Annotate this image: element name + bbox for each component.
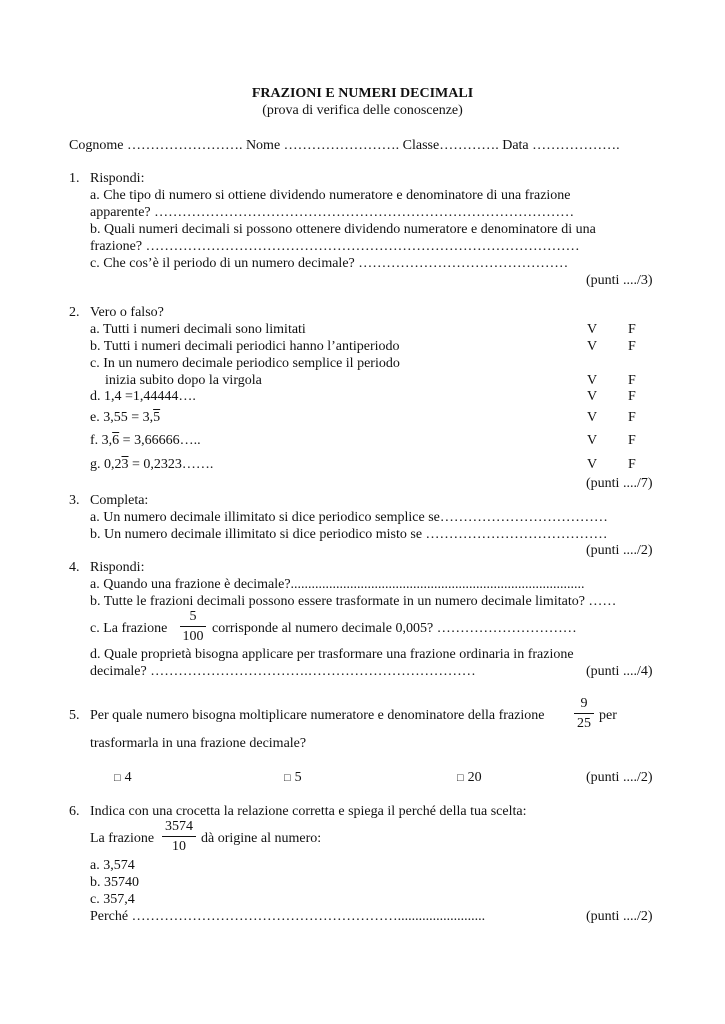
q4-number: 4.	[69, 560, 80, 575]
q2-a-v[interactable]: V	[587, 322, 598, 337]
q2-item-c1: c. In un numero decimale periodico semplice il periodo	[90, 356, 400, 371]
q5-option-label: 5	[294, 770, 302, 785]
q6-fraction-numerator: 3574	[165, 819, 193, 834]
q5-number: 5.	[69, 708, 80, 723]
q2-item-e	[90, 410, 160, 426]
page-subtitle: (prova di verifica delle conoscenze)	[262, 103, 463, 118]
q6-option-a[interactable]: a. 3,574	[90, 858, 135, 873]
q2-e-period: 5	[153, 410, 161, 425]
q4-points: (punti ..../4)	[586, 664, 653, 679]
q2-item-d: d. 1,4 =1,44444….	[90, 389, 196, 404]
page-title: FRAZIONI E NUMERI DECIMALI	[251, 86, 474, 101]
q5-fraction-denominator: 25	[577, 716, 591, 731]
q2-c-v[interactable]: V	[587, 373, 598, 388]
q2-number: 2.	[69, 305, 80, 320]
q4-item-c-text: corrisponde al numero decimale 0,005? …………………………	[212, 621, 577, 636]
q2-item-f	[90, 433, 201, 449]
q4-item-a: a. Quando una frazione è decimale?....................................................................................	[90, 577, 585, 592]
q2-g-f[interactable]: F	[628, 457, 636, 472]
q2-d-f[interactable]: F	[628, 389, 636, 404]
q2-g-tail: = 0,2323…….	[128, 457, 214, 472]
q2-e-v[interactable]: V	[587, 410, 598, 425]
q2-f-v[interactable]: V	[587, 433, 598, 448]
q2-c-f[interactable]: F	[628, 373, 636, 388]
q2-f-tail: = 3,66666…..	[119, 433, 201, 448]
q4-heading: Rispondi:	[90, 560, 145, 575]
q6-fraction-label: La frazione	[90, 831, 155, 846]
q2-f-period: 6	[112, 433, 120, 448]
q1-number: 1.	[69, 171, 80, 186]
q6-number: 6.	[69, 804, 80, 819]
q6-points: (punti ..../2)	[586, 909, 653, 924]
q6-fraction-text: dà origine al numero:	[201, 831, 322, 846]
q2-f-f[interactable]: F	[628, 433, 636, 448]
q2-heading: Vero o falso?	[90, 305, 164, 320]
q1-item-c: c. Che cos’è il periodo di un numero decimale? ………………………………………	[90, 256, 569, 271]
q2-g-period: 3	[121, 457, 129, 472]
q5-question-text: Per quale numero bisogna moltiplicare numeratore e denominatore della frazione	[90, 708, 545, 723]
q4-item-d1: d. Quale proprietà bisogna applicare per trasformare una frazione ordinaria in frazione	[90, 647, 574, 662]
q6-option-c[interactable]: c. 357,4	[90, 892, 135, 907]
q1-heading: Rispondi:	[90, 171, 145, 186]
q4-fraction-denominator: 100	[182, 629, 204, 644]
q5-option-20[interactable]	[457, 770, 482, 786]
q2-e-text: e. 3,55 = 3,	[90, 410, 154, 425]
q6-heading: Indica con una crocetta la relazione corretta e spiega il perché della tua scelta:	[90, 804, 527, 819]
q2-a-f[interactable]: F	[628, 322, 636, 337]
q5-question-text-end: per	[599, 708, 617, 723]
fraction-bar	[574, 713, 594, 714]
q2-d-v[interactable]: V	[587, 389, 598, 404]
q6-option-b[interactable]: b. 35740	[90, 875, 139, 890]
q2-e-f[interactable]: F	[628, 410, 636, 425]
q3-item-a: a. Un numero decimale illimitato si dice periodico semplice se………………………………	[90, 510, 608, 525]
checkbox-icon[interactable]: □	[114, 772, 121, 784]
q2-points: (punti ..../7)	[586, 476, 653, 491]
q2-f-text: f. 3,	[90, 433, 113, 448]
q6-fraction	[162, 819, 196, 855]
q1-item-b2: frazione? …………………………………………………………………………………	[90, 239, 580, 254]
q2-g-text: g. 0,2	[90, 457, 122, 472]
q4-item-d2: decimale? …………………………….………………………………	[90, 664, 476, 679]
q5-option-4[interactable]	[114, 770, 132, 786]
q6-perche-line: Perché ………………………………………………….........................	[90, 909, 486, 924]
q1-item-b1: b. Quali numeri decimali si possono ottenere dividendo numeratore e denominatore di una	[90, 222, 596, 237]
fraction-bar	[180, 626, 206, 627]
q2-item-a: a. Tutti i numeri decimali sono limitati	[90, 322, 306, 337]
q5-option-label: 20	[467, 770, 482, 785]
fraction-bar	[162, 836, 196, 837]
q2-item-g	[90, 457, 213, 473]
q2-item-c2: inizia subito dopo la virgola	[105, 373, 262, 388]
checkbox-icon[interactable]: □	[457, 772, 464, 784]
q3-heading: Completa:	[90, 493, 149, 508]
q5-fraction	[574, 696, 594, 732]
q3-number: 3.	[69, 493, 80, 508]
q3-points: (punti ..../2)	[586, 543, 653, 558]
q5-fraction-numerator: 9	[580, 696, 588, 711]
student-info-line: Cognome ……………………. Nome ……………………. Classe…………. Data ……………….	[69, 138, 620, 153]
q6-fraction-denominator: 10	[172, 839, 186, 854]
q2-item-b: b. Tutti i numeri decimali periodici hanno l’antiperiodo	[90, 339, 400, 354]
q1-item-a1: a. Che tipo di numero si ottiene dividendo numeratore e denominatore di una frazione	[90, 188, 571, 203]
q1-points: (punti ..../3)	[586, 273, 653, 288]
q5-points: (punti ..../2)	[586, 770, 653, 785]
q2-g-v[interactable]: V	[587, 457, 598, 472]
q5-question-text-2: trasformarla in una frazione decimale?	[90, 736, 307, 751]
q2-b-f[interactable]: F	[628, 339, 636, 354]
q4-item-b: b. Tutte le frazioni decimali possono essere trasformate in un numero decimale limitato? ……	[90, 594, 617, 609]
q4-item-c-label: c. La frazione	[90, 621, 168, 636]
q5-option-label: 4	[124, 770, 132, 785]
q1-item-a2: apparente? ………………………………………………………………………………	[90, 205, 575, 220]
q2-b-v[interactable]: V	[587, 339, 598, 354]
checkbox-icon[interactable]: □	[284, 772, 291, 784]
q4-fraction	[180, 609, 206, 645]
q4-fraction-numerator: 5	[189, 609, 197, 624]
q3-item-b: b. Un numero decimale illimitato si dice periodico misto se …………………………………	[90, 527, 608, 542]
q5-option-5[interactable]	[284, 770, 302, 786]
